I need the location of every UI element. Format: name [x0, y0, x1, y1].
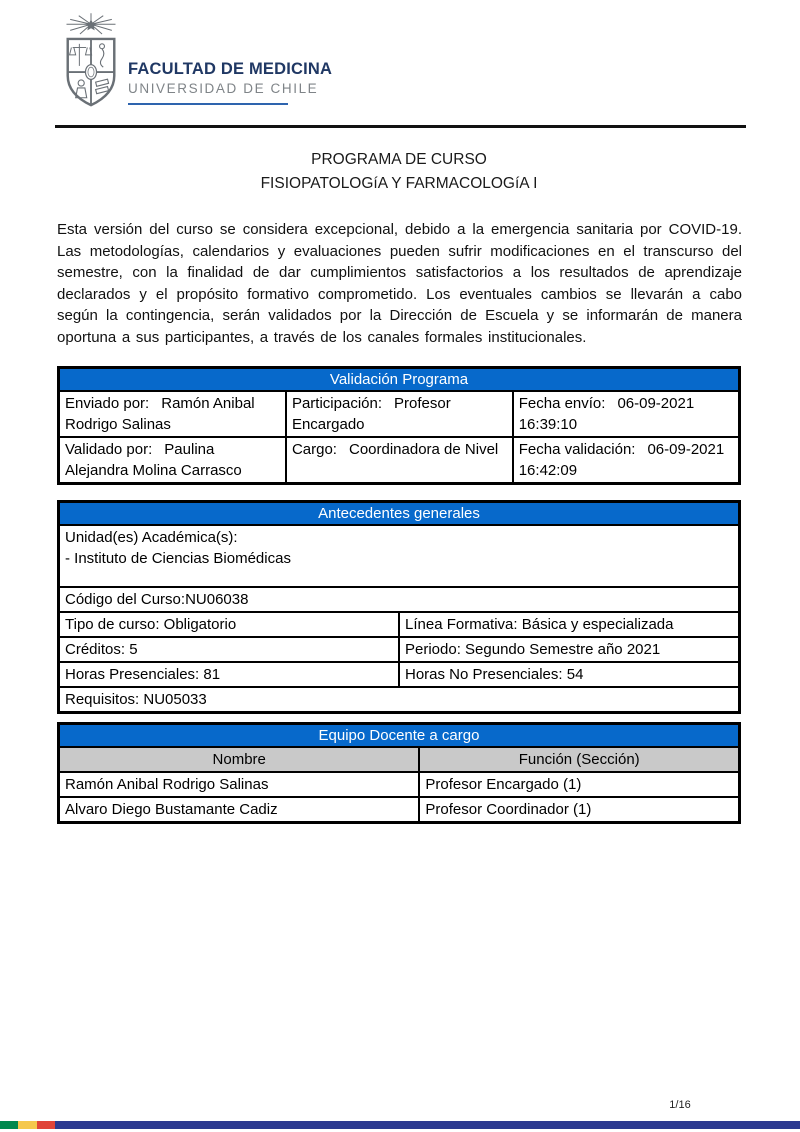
participacion-label: Participación:	[291, 395, 382, 412]
footer-bar-yellow-segment	[18, 1121, 37, 1129]
cell-enviado-por	[59, 391, 286, 437]
table-row	[59, 437, 740, 484]
university-logo	[60, 10, 333, 112]
cell-periodo: Periodo: Segundo Semestre año 2021	[399, 637, 740, 662]
fecha-validacion-value: 06-09-2021 16:42:09	[518, 441, 725, 479]
university-name: UNIVERSIDAD DE CHILE	[128, 81, 319, 96]
cell-fecha-envio	[513, 391, 740, 437]
brand-underline	[128, 103, 288, 105]
cell-docente-nombre: Alvaro Diego Bustamante Cadiz	[59, 797, 420, 823]
cell-docente-nombre: Ramón Anibal Rodrigo Salinas	[59, 772, 420, 797]
table-row	[59, 391, 740, 437]
validacion-programa-table	[57, 366, 741, 485]
fecha-validacion-label: Fecha validación:	[518, 441, 636, 458]
cell-fecha-validacion	[513, 437, 740, 484]
cell-requisitos: Requisitos: NU05033	[59, 687, 740, 713]
footer-color-bar	[0, 1121, 800, 1129]
col-header-nombre: Nombre	[59, 747, 420, 772]
cell-tipo-curso: Tipo de curso: Obligatorio	[59, 612, 400, 637]
intro-paragraph: Esta versión del curso se considera excepcional, debido a la emergencia sanitaria por COVID-19. Las metodologías, calendarios y evaluaciones pueden sufrir modificaciones en el transcurso del semestre, con la finalidad de dar cumplimientos satisfactorios a los resultados de aprendizaje declarados y el propósito formativo comprometido. Los eventuales cambios se llevarán a cabo según la contingencia, serán validados por la Dirección de Escuela y se informarán de manera oportuna a sus participantes, a través de los canales formales institucionales.	[57, 221, 742, 346]
cell-participacion	[286, 391, 513, 437]
cell-horas-no-presenciales: Horas No Presenciales: 54	[399, 662, 740, 687]
equipo-table-title: Equipo Docente a cargo	[59, 724, 740, 748]
table-header-row	[59, 724, 740, 748]
validado-por-value: Paulina Alejandra Molina Carrasco	[65, 441, 242, 479]
title-line-1: PROGRAMA DE CURSO	[311, 151, 487, 168]
unidad-academica-item: - Instituto de Ciencias Biomédicas	[65, 550, 291, 567]
table-row	[59, 662, 740, 687]
cell-cargo	[286, 437, 513, 484]
brand-text	[128, 60, 333, 105]
equipo-docente-table	[57, 722, 741, 824]
fecha-envio-value: 06-09-2021 16:39:10	[518, 395, 695, 433]
cell-docente-funcion: Profesor Encargado (1)	[419, 772, 739, 797]
table-header-row	[59, 502, 740, 526]
validacion-table-title: Validación Programa	[59, 368, 740, 392]
enviado-por-value: Ramón Anibal Rodrigo Salinas	[65, 395, 255, 433]
faculty-name: FACULTAD DE MEDICINA	[128, 60, 333, 78]
header-divider	[55, 125, 746, 128]
validado-por-label: Validado por:	[65, 441, 153, 458]
cell-unidad-academica	[59, 525, 740, 587]
table-column-header-row	[59, 747, 740, 772]
cell-linea-formativa: Línea Formativa: Básica y especializada	[399, 612, 740, 637]
table-row	[59, 637, 740, 662]
table-row	[59, 525, 740, 587]
cell-validado-por	[59, 437, 286, 484]
cargo-value: Coordinadora de Nivel	[348, 441, 499, 458]
university-crest-icon	[60, 12, 122, 110]
page-number: 1/16	[669, 1099, 691, 1111]
fecha-envio-label: Fecha envío:	[518, 395, 606, 412]
table-row	[59, 772, 740, 797]
table-row	[59, 687, 740, 713]
antecedentes-generales-table	[57, 500, 741, 714]
cell-horas-presenciales: Horas Presenciales: 81	[59, 662, 400, 687]
cell-creditos: Créditos: 5	[59, 637, 400, 662]
cell-docente-funcion: Profesor Coordinador (1)	[419, 797, 739, 823]
table-row	[59, 587, 740, 612]
table-row	[59, 612, 740, 637]
cell-codigo-curso: Código del Curso:NU06038	[59, 587, 740, 612]
enviado-por-label: Enviado por:	[65, 395, 150, 412]
col-header-funcion: Función (Sección)	[419, 747, 739, 772]
unidad-academica-label: Unidad(es) Académica(s):	[65, 529, 238, 546]
cargo-label: Cargo:	[291, 441, 337, 458]
footer-bar-red-segment	[37, 1121, 55, 1129]
table-row	[59, 797, 740, 823]
page-title	[57, 148, 741, 195]
table-header-row	[59, 368, 740, 392]
footer-bar-navy-segment	[55, 1121, 800, 1129]
participacion-value: Profesor Encargado	[291, 395, 451, 433]
footer-bar-green-segment	[0, 1121, 18, 1129]
antecedentes-table-title: Antecedentes generales	[59, 502, 740, 526]
title-line-2: FISIOPATOLOGíA Y FARMACOLOGíA I	[260, 174, 538, 192]
